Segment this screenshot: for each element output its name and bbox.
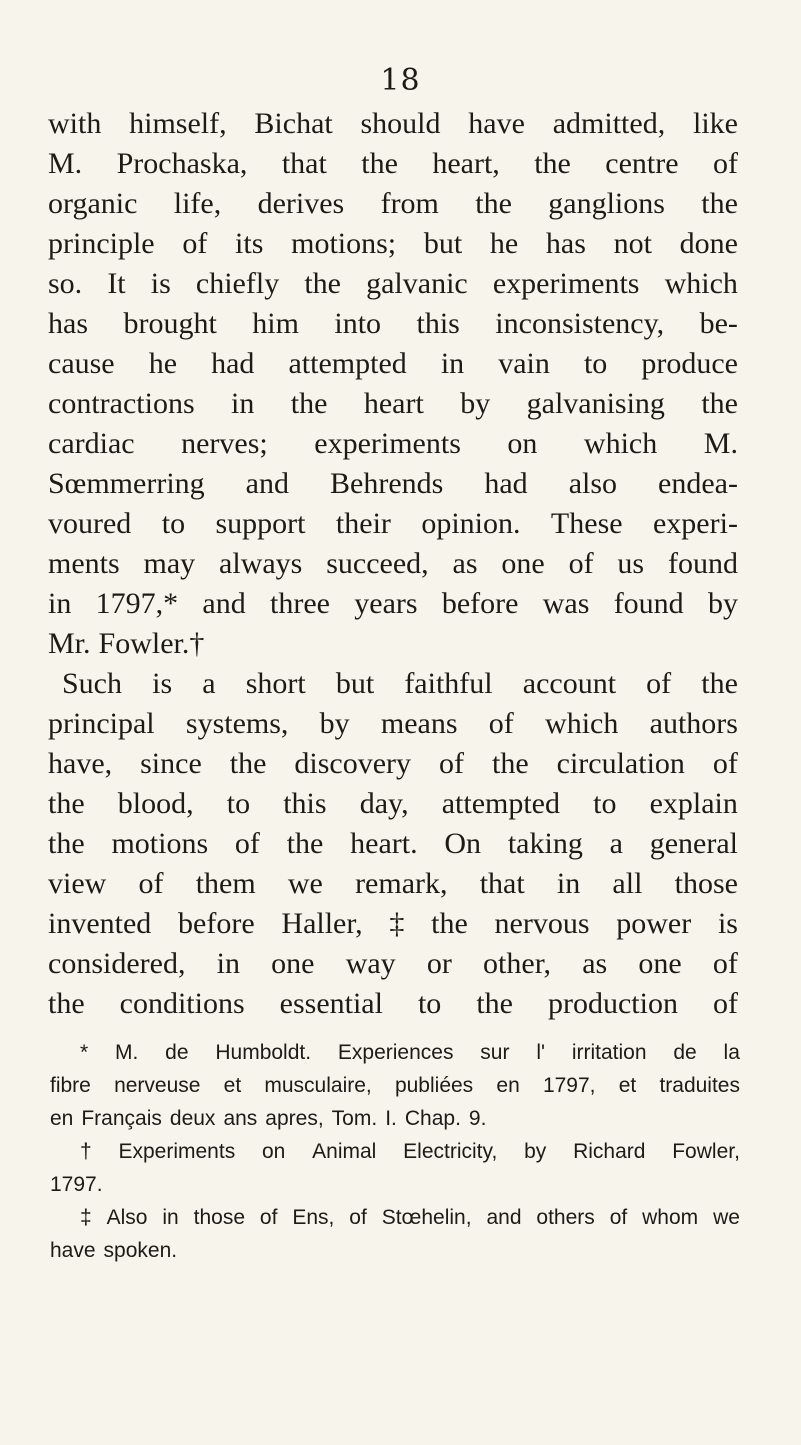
- word: chiefly: [195, 267, 280, 300]
- word: us: [617, 547, 645, 580]
- word: those: [193, 1206, 245, 1229]
- word: derives: [257, 187, 345, 220]
- word: remark,: [355, 867, 448, 900]
- word: nervous: [494, 907, 590, 940]
- body-line: [48, 184, 738, 224]
- word: organic: [48, 187, 138, 220]
- word: has: [48, 307, 88, 340]
- body-line: [48, 384, 738, 424]
- word: contractions: [48, 387, 195, 420]
- word: of: [138, 867, 164, 900]
- body-line: [48, 264, 738, 304]
- word: the: [48, 827, 85, 860]
- word: the: [361, 147, 398, 180]
- word: It: [107, 267, 126, 300]
- word: means: [380, 707, 458, 740]
- body-line: [48, 584, 738, 624]
- word: attempted: [288, 347, 407, 380]
- body-line: [48, 744, 738, 784]
- word: circulation: [556, 747, 685, 780]
- word: but: [335, 667, 375, 700]
- word: which: [583, 427, 658, 460]
- word: those: [674, 867, 738, 900]
- word: others: [536, 1206, 595, 1229]
- word: have: [468, 107, 525, 140]
- word: considered,: [48, 947, 186, 980]
- word: Animal: [312, 1140, 377, 1163]
- word: 9.: [468, 1107, 487, 1130]
- body-line: [48, 104, 738, 144]
- word: Experiences: [337, 1041, 454, 1064]
- word: the: [701, 387, 738, 420]
- word: whom: [642, 1206, 699, 1229]
- word: Sœmmerring: [48, 467, 205, 500]
- word: its: [235, 227, 264, 260]
- footnotes: [50, 1036, 740, 1267]
- word: from: [380, 187, 439, 220]
- word: centre: [605, 147, 679, 180]
- word: himself,: [129, 107, 227, 140]
- word: Bichat: [254, 107, 333, 140]
- word: view: [48, 867, 107, 900]
- word: have: [50, 1239, 96, 1262]
- word: principle: [48, 227, 155, 260]
- word: found: [613, 587, 684, 620]
- word: traduites: [659, 1074, 740, 1097]
- word: which: [545, 707, 619, 740]
- word: M.: [115, 1041, 139, 1064]
- word: ‡: [80, 1206, 92, 1229]
- word: before: [178, 907, 255, 940]
- word: that: [479, 867, 525, 900]
- word: 1797.: [50, 1173, 103, 1196]
- body-line: [48, 464, 738, 504]
- body-line: [48, 624, 738, 664]
- word: like: [692, 107, 738, 140]
- word: heart,: [432, 147, 500, 180]
- word: I.: [385, 1107, 397, 1130]
- word: of: [234, 827, 260, 860]
- word: one: [501, 547, 545, 580]
- word: musculaire,: [264, 1074, 372, 1097]
- word: produce: [641, 347, 738, 380]
- word: support: [215, 507, 306, 540]
- word: succeed,: [326, 547, 429, 580]
- word: is: [152, 667, 173, 700]
- word: Ens,: [292, 1206, 335, 1229]
- word: †: [80, 1140, 92, 1163]
- word: cause: [48, 347, 115, 380]
- footnote-line: [50, 1201, 740, 1234]
- word: to: [583, 347, 608, 380]
- body-line: [48, 304, 738, 344]
- body-line: [48, 944, 738, 984]
- body-line: [48, 864, 738, 904]
- word: the: [290, 387, 328, 420]
- word: Also: [106, 1206, 148, 1229]
- word: of: [259, 1206, 278, 1229]
- word: of: [712, 747, 738, 780]
- word: Such: [62, 667, 122, 700]
- word: that: [281, 147, 327, 180]
- word: the: [48, 787, 85, 820]
- word: Behrends: [330, 467, 444, 500]
- word: discovery: [294, 747, 412, 780]
- word: day,: [359, 787, 409, 820]
- word: admitted,: [552, 107, 666, 140]
- word: in: [556, 867, 581, 900]
- footnote-line: [50, 1036, 740, 1069]
- word: essential: [279, 987, 383, 1020]
- word: in: [162, 1206, 179, 1229]
- word: power: [616, 907, 692, 940]
- word: 1797,: [542, 1074, 596, 1097]
- word: them: [195, 867, 256, 900]
- footnote-line: [50, 1102, 740, 1135]
- word: opinion.: [421, 507, 521, 540]
- word: spoken.: [103, 1239, 178, 1262]
- word: of: [713, 147, 738, 180]
- word: may: [143, 547, 196, 580]
- body-line: [48, 984, 738, 1024]
- word: et: [618, 1074, 637, 1097]
- word: the: [304, 267, 341, 300]
- word: should: [360, 107, 441, 140]
- word: so.: [48, 267, 83, 300]
- word: in: [216, 947, 240, 980]
- word: not: [613, 227, 652, 260]
- word: 1797,*: [95, 587, 179, 620]
- word: found: [667, 547, 738, 580]
- word: attempted: [441, 787, 560, 820]
- word: Français: [81, 1107, 162, 1130]
- word: of: [609, 1206, 628, 1229]
- word: one: [271, 947, 315, 980]
- word: he: [489, 227, 519, 260]
- word: the: [431, 907, 468, 940]
- word: a: [202, 667, 216, 700]
- word: ments: [48, 547, 120, 580]
- word: experiments: [492, 267, 640, 300]
- word: nerveuse: [114, 1074, 201, 1097]
- word: galvanising: [526, 387, 665, 420]
- word: have,: [48, 747, 113, 780]
- word: to: [226, 787, 251, 820]
- word: in: [440, 347, 465, 380]
- word: account: [522, 667, 617, 700]
- word: by: [707, 587, 738, 620]
- word: one: [638, 947, 682, 980]
- word: Richard: [573, 1140, 646, 1163]
- word: this: [283, 787, 327, 820]
- word: which: [664, 267, 738, 300]
- word: en: [496, 1074, 520, 1097]
- word: be-: [699, 307, 738, 340]
- word: before: [441, 587, 519, 620]
- body-line: [48, 424, 738, 464]
- word: heart: [363, 387, 424, 420]
- word: and: [202, 587, 246, 620]
- word: production: [547, 987, 678, 1020]
- word: faithful: [404, 667, 493, 700]
- word: on: [507, 427, 538, 460]
- word: Fowler,: [672, 1140, 740, 1163]
- word: three: [270, 587, 330, 620]
- word: experi-: [652, 507, 738, 540]
- body-line: [48, 224, 738, 264]
- word: fibre: [50, 1074, 91, 1097]
- word: with: [48, 107, 102, 140]
- word: invented: [48, 907, 152, 940]
- word: apres,: [265, 1107, 324, 1130]
- word: way: [345, 947, 396, 980]
- word: done: [679, 227, 738, 260]
- word: On: [444, 827, 482, 860]
- word: all: [612, 867, 643, 900]
- word: their: [335, 507, 391, 540]
- word: to: [593, 787, 617, 820]
- word: had: [484, 467, 528, 500]
- word: voured: [48, 507, 132, 540]
- word: of: [182, 227, 208, 260]
- word: Prochaska,: [116, 147, 248, 180]
- word: by: [319, 707, 350, 740]
- word: a: [609, 827, 623, 860]
- word: la: [723, 1041, 740, 1064]
- word: de: [673, 1041, 697, 1064]
- body-line: [48, 344, 738, 384]
- word: the: [492, 747, 529, 780]
- word: as: [582, 947, 608, 980]
- word: was: [542, 587, 590, 620]
- word: the: [701, 187, 738, 220]
- body-line: [48, 664, 738, 704]
- word: is: [717, 907, 738, 940]
- word: deux: [169, 1107, 216, 1130]
- word: *: [80, 1041, 89, 1064]
- word: is: [150, 267, 171, 300]
- word: Chap.: [404, 1107, 461, 1130]
- page-number: 18: [380, 63, 421, 98]
- word: him: [252, 307, 299, 340]
- footnote-line: [50, 1168, 740, 1201]
- word: into: [334, 307, 382, 340]
- word: irritation: [571, 1041, 647, 1064]
- word: life,: [173, 187, 222, 220]
- word: of: [712, 947, 738, 980]
- word: conditions: [119, 987, 245, 1020]
- word: and: [486, 1206, 522, 1229]
- word: brought: [123, 307, 217, 340]
- word: inconsistency,: [495, 307, 665, 340]
- word: ans: [223, 1107, 258, 1130]
- word: he: [148, 347, 178, 380]
- word: by: [524, 1140, 547, 1163]
- word: years: [354, 587, 418, 620]
- word: Stœhelin,: [381, 1206, 472, 1229]
- word: the: [48, 987, 85, 1020]
- word: to: [417, 987, 442, 1020]
- word: nerves;: [181, 427, 268, 460]
- word: experiments: [314, 427, 461, 460]
- word: de: [165, 1041, 189, 1064]
- word: other,: [483, 947, 551, 980]
- word: on: [262, 1140, 286, 1163]
- word: in: [231, 387, 255, 420]
- word: the: [286, 827, 324, 860]
- footnote-line: [50, 1234, 740, 1267]
- word: of: [488, 707, 514, 740]
- word: or: [426, 947, 452, 980]
- word: These: [550, 507, 623, 540]
- word: short: [245, 667, 306, 700]
- word: general: [649, 827, 738, 860]
- word: systems,: [185, 707, 289, 740]
- word: ganglions: [548, 187, 665, 220]
- word: authors: [649, 707, 738, 740]
- word: the: [534, 147, 571, 180]
- word: always: [219, 547, 303, 580]
- word: cardiac: [48, 427, 135, 460]
- word: of: [349, 1206, 367, 1229]
- word: sur: [480, 1041, 510, 1064]
- word: principal: [48, 707, 155, 740]
- body-line: [48, 504, 738, 544]
- word: endea-: [658, 467, 738, 500]
- word: and: [245, 467, 289, 500]
- footnote-line: [50, 1069, 740, 1102]
- word: Mr.: [48, 627, 91, 660]
- body-line: [48, 144, 738, 184]
- word: blood,: [117, 787, 194, 820]
- word: of: [646, 667, 672, 700]
- word: we: [287, 867, 323, 900]
- word: Tom.: [331, 1107, 378, 1130]
- word: Haller,: [281, 907, 363, 940]
- word: l': [536, 1041, 545, 1064]
- word: motions;: [291, 227, 397, 260]
- word: as: [452, 547, 478, 580]
- word: taking: [507, 827, 583, 860]
- word: M.: [703, 427, 738, 460]
- body-text: [48, 104, 738, 1024]
- word: Experiments: [118, 1140, 236, 1163]
- word: of: [712, 987, 738, 1020]
- body-line: [48, 704, 738, 744]
- word: to: [161, 507, 186, 540]
- word: the: [476, 987, 513, 1020]
- word: M.: [48, 147, 83, 180]
- word: since: [140, 747, 202, 780]
- word: explain: [649, 787, 738, 820]
- word: Humboldt.: [215, 1041, 312, 1064]
- word: the: [229, 747, 267, 780]
- body-line: [48, 784, 738, 824]
- word: heart.: [350, 827, 418, 860]
- word: Electricity,: [403, 1140, 498, 1163]
- word: had: [211, 347, 255, 380]
- body-line: [48, 544, 738, 584]
- word: et: [223, 1074, 242, 1097]
- word: in: [48, 587, 72, 620]
- word: vain: [498, 347, 550, 380]
- word: publiées: [394, 1074, 474, 1097]
- word: of: [568, 547, 594, 580]
- word: by: [460, 387, 491, 420]
- footnote-line: [50, 1135, 740, 1168]
- word: the: [475, 187, 512, 220]
- word: the: [701, 667, 738, 700]
- word: we: [713, 1206, 740, 1229]
- word: this: [416, 307, 460, 340]
- body-line: [48, 824, 738, 864]
- body-line: [48, 904, 738, 944]
- word: motions: [111, 827, 209, 860]
- word: has: [545, 227, 586, 260]
- word: but: [423, 227, 463, 260]
- word: en: [50, 1107, 74, 1130]
- word: galvanic: [366, 267, 468, 300]
- word: of: [439, 747, 465, 780]
- word: ‡: [389, 907, 405, 940]
- word: Fowler.†: [98, 627, 205, 660]
- word: also: [568, 467, 618, 500]
